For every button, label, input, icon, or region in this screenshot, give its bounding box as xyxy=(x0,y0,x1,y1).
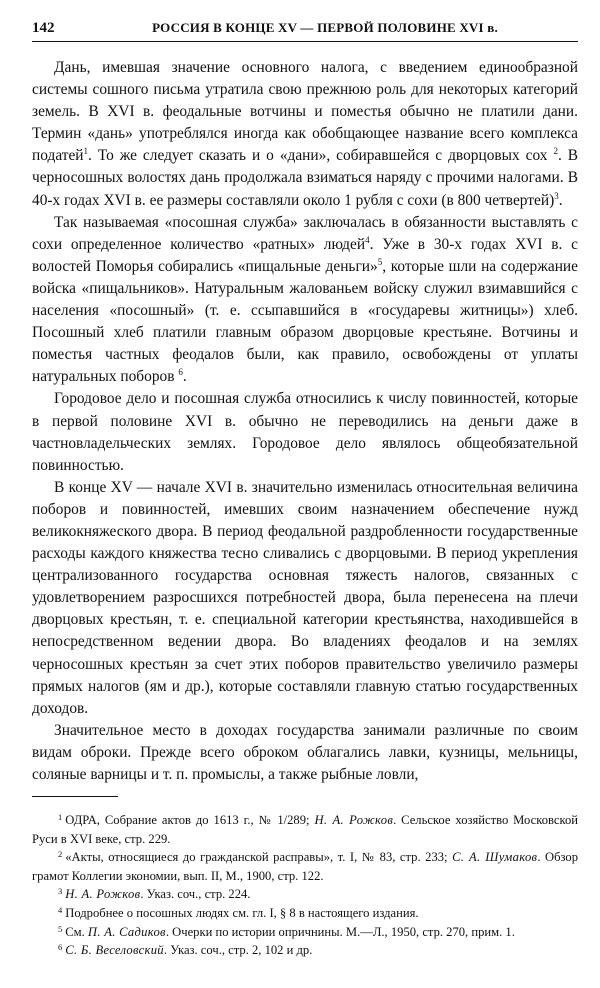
footnote-text: . Очерки по истории опричнины. М.—Л., 1950, стр. 270, прим. 1. xyxy=(165,924,515,939)
footnote-author: Н. А. Рожков xyxy=(314,813,394,827)
footnote-ref: 3 xyxy=(554,190,559,201)
text-run: . Уже в 30-х годах XVI в. с волостей Поморья собирались «пищальные деньги» xyxy=(32,235,578,275)
running-title: РОССИЯ В КОНЦЕ XV — ПЕРВОЙ ПОЛОВИНЕ XVI в. xyxy=(152,20,498,35)
footnote-text: . Сельское хозяйство Московской Руси в XVI веке, стр. 229. xyxy=(32,813,579,846)
footnote-author: Н. А. Рожков xyxy=(65,887,141,902)
text-run: . xyxy=(182,368,187,386)
footnote-number: 5 xyxy=(58,923,63,934)
footnote-number: 6 xyxy=(58,942,63,953)
footnote-number: 4 xyxy=(58,904,63,915)
footnote xyxy=(32,904,578,923)
text-run: Так называемая «посошная служба» заключалась в обязанности выставлять с сохи определенное количество «ратных» людей xyxy=(32,213,578,253)
paragraph xyxy=(32,477,578,720)
footnote-number: 2 xyxy=(58,849,63,860)
text-run: . То же следует сказать и о «дани», собиравшейся с дворцовых сох xyxy=(88,147,554,165)
footnote-text: См. xyxy=(65,924,88,939)
footnote-rule xyxy=(32,796,118,797)
footnote-text: . Указ. соч., стр. 2, 102 и др. xyxy=(163,943,313,958)
footnote-text: . Указ. соч., стр. 224. xyxy=(140,887,251,902)
footnote xyxy=(32,923,578,942)
text-run: . В черносошных волостях дань продолжала взиматься наряду с прочими налогами. В 40-х годах XVI в. ее размеры составляли около 1 рубля с сохи (в 800 четвертей) xyxy=(32,147,578,209)
text-run: , которые шли на содержание войска «пищальников». Натуральным жалованьем войску служил взимавшийся с населения «посошный» (т. е. ссыпавшийся в «государевы житницы») хлеб. Посошный хлеб платили главным образом дворцовые крестьяне. Вотчины и поместья частных феодалов были, как правило, освобождены от уплаты натуральных поборов xyxy=(32,257,579,386)
footnote-author: С. А. Шумаков xyxy=(452,850,538,865)
footnote-number: 3 xyxy=(58,886,63,897)
main-text xyxy=(32,57,578,786)
footnote-author: П. А. Садиков xyxy=(87,924,166,939)
text-run: . xyxy=(558,191,563,209)
footnote-text: Подробнее о посошных людях см. гл. I, § 8 в настоящего издания. xyxy=(65,905,419,920)
footnote-text: . Обзор грамот Коллегии экономии, вып. II, М., 1900, стр. 122. xyxy=(32,850,578,883)
paragraph xyxy=(32,212,578,389)
footnote-number: 1 xyxy=(58,812,63,822)
text-run: В конце XV — начале XVI в. значительно изменилась относительная величина поборов и повинностей, имевших своим назначением обеспечение нужд великокняжеского двора. В период феодальной раздробленности государственные расходы каждого княжества тесно сливались с дворцовыми. В период укрепления централизованного государства основная тяжесть налогов, связанных с удовлетворением разросшихся потребностей двора, была перенесена на плечи дворцовых крестьян, т. е. специальной категории крестьянства, находившейся в непосредственном ведении двора. Во владениях феодалов и на землях черносошных крестьян за счет этих поборов правительство увеличило размеры прямых налогов (ям и др.), которые составляли главную статью государственных доходов. xyxy=(32,478,578,717)
page-number: 142 xyxy=(32,20,55,36)
footnote-ref: 5 xyxy=(377,256,383,267)
footnote xyxy=(32,941,578,960)
footnote xyxy=(32,848,578,885)
footnotes xyxy=(32,811,578,960)
page-header xyxy=(32,20,578,42)
paragraph xyxy=(32,720,578,786)
footnote xyxy=(32,885,578,904)
footnote-author: С. Б. Веселовский xyxy=(65,943,164,958)
footnote-text: «Акты, относящиеся до гражданской расправы», т. I, № 83, стр. 233; xyxy=(65,850,453,865)
paragraph xyxy=(32,388,578,476)
text-run: Значительное место в доходах государства занимали различные по своим видам оброки. Прежде всего оброком облагались лавки, кузницы, мельницы, соляные варницы и т. п. промыслы, а также рыбные ловли, xyxy=(32,721,578,783)
text-run: Городовое дело и посошная служба относились к числу повинностей, которые в первой половине XVI в. обычно не переводились на деньги даже в частновладельческих землях. Городовое дело являлось общеобязательной повинностью. xyxy=(32,390,578,474)
footnote-ref: 2 xyxy=(553,146,558,157)
paragraph xyxy=(32,57,578,212)
footnote-text: ОДРА, Собрание актов до 1613 г., № 1/289; xyxy=(65,813,315,827)
text-run: Дань, имевшая значение основного налога, с введением единообразной системы сошного письма утратила свою прежнюю роль для некоторых категорий земель. В XVI в. феодальные вотчины и поместья обычно не платили дани. Термин «дань» употреблялся иногда как обобщающее название всего комплекса податей xyxy=(32,59,578,165)
footnote-ref: 4 xyxy=(365,234,370,245)
header-rule xyxy=(32,41,578,42)
footnote-ref: 1 xyxy=(83,146,89,157)
footnote-ref: 6 xyxy=(178,367,183,378)
footnote xyxy=(32,811,578,848)
